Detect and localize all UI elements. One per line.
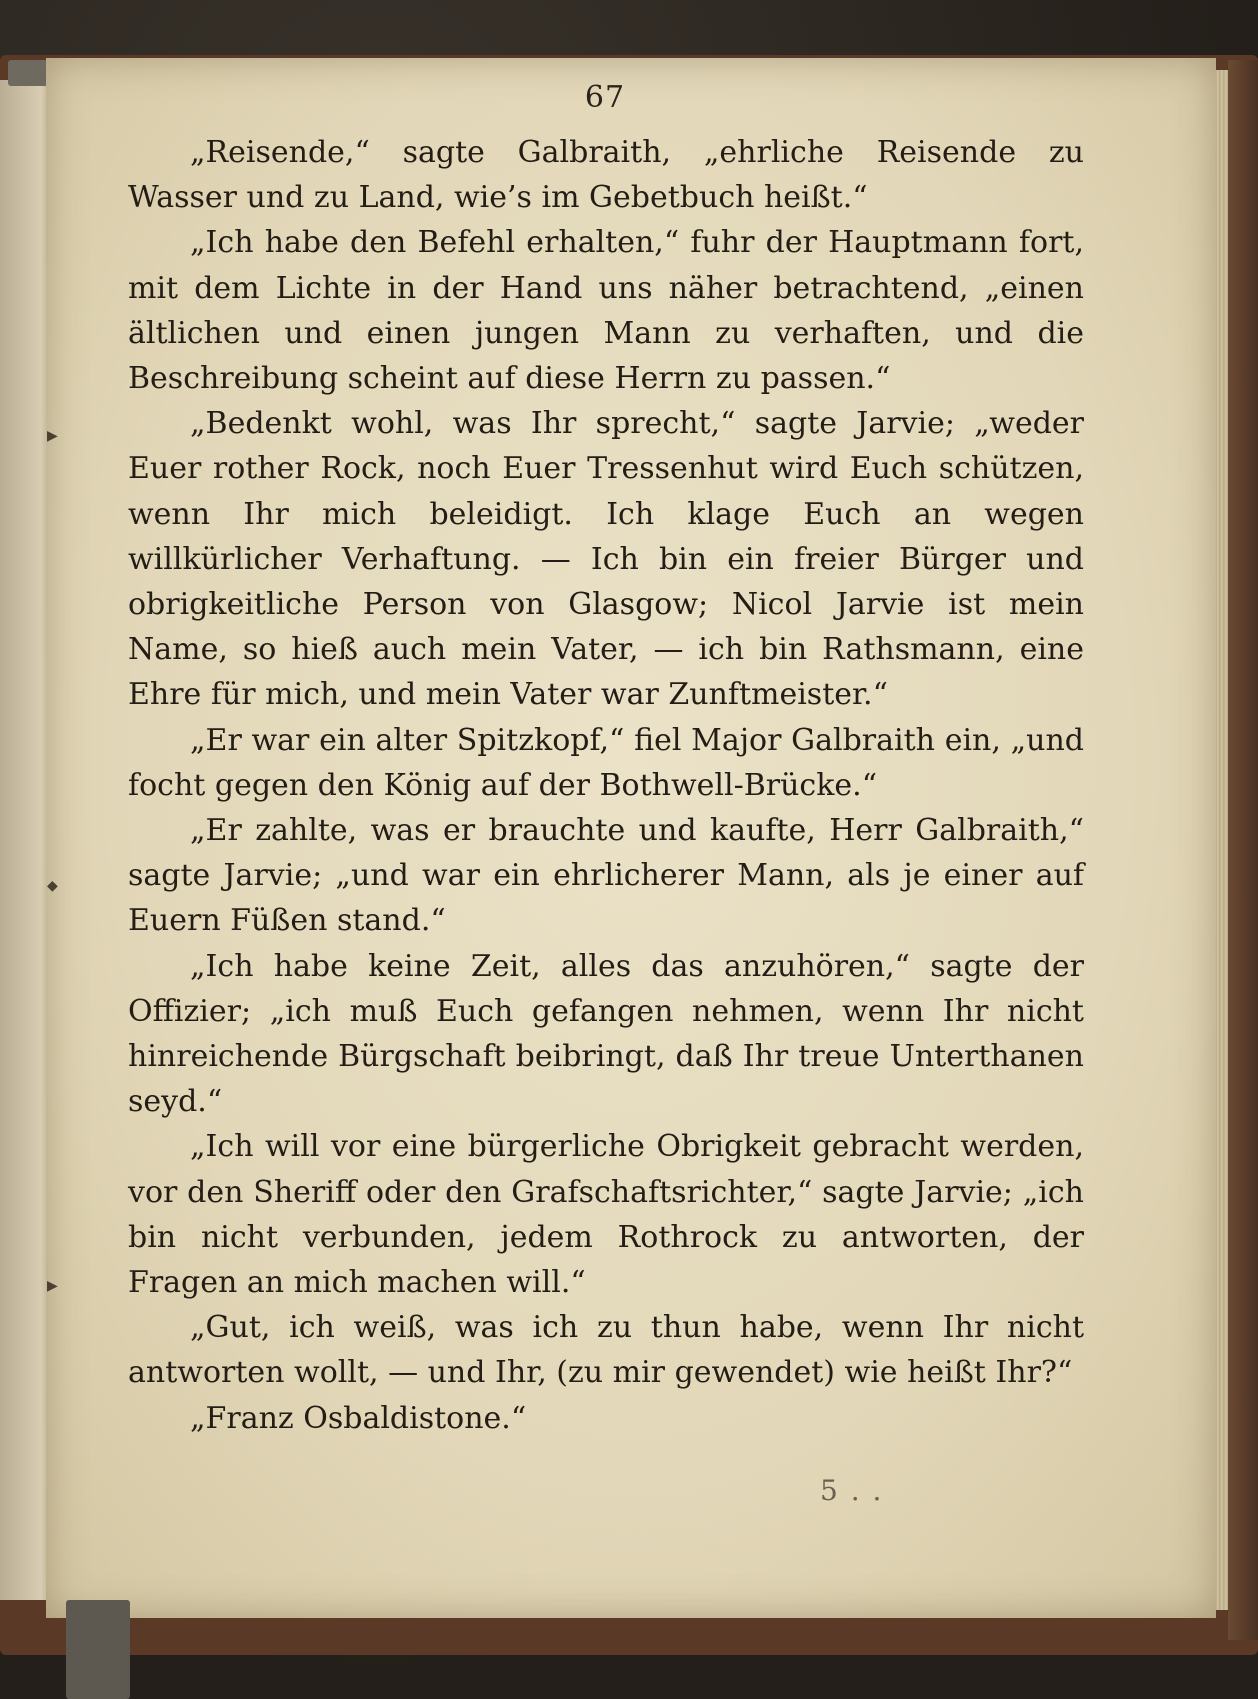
paragraph-7: „Ich will vor eine bürgerliche Obrigkeit gebracht werden, vor den Sheriff oder den Grafschaftsrichter,“ sagte Jarvie; „ich bin nicht verbunden, jedem Rothrock zu antworten, der Fragen an mich machen will.“ bbox=[128, 1129, 1084, 1301]
paragraph-5: „Er zahlte, was er brauchte und kaufte, Herr Galbraith,“ sagte Jarvie; „und war ein ehrlicherer Mann, als je einer auf Euern Füßen stand.“ bbox=[128, 813, 1084, 939]
paragraph-9: „Franz Osbaldistone.“ bbox=[190, 1400, 527, 1436]
margin-dot-icon: ◆ bbox=[47, 878, 58, 894]
paragraph-3: „Bedenkt wohl, was Ihr sprecht,“ sagte Jarvie; „weder Euer rother Rock, noch Euer Tressenhut wird Euch schützen, wenn Ihr mich beleidigt. Ich klage Euch an wegen willkürlicher Verhaftung. — Ich bin ein freier Bürger und obrigkeitliche Person von Glasgow; Nicol Jarvie ist mein Name, so hieß auch mein Vater, — ich bin Rathsmann, eine Ehre für mich, und mein Vater war Zunftmeister.“ bbox=[128, 406, 1084, 713]
paragraph-8: „Gut, ich weiß, was ich zu thun habe, wenn Ihr nicht antworten wollt, — und Ihr, (zu mir gewendet) wie heißt Ihr?“ bbox=[128, 1310, 1084, 1391]
page-text bbox=[128, 130, 1084, 1441]
margin-arrow-icon: ▶ bbox=[47, 428, 58, 444]
paragraph-6: „Ich habe keine Zeit, alles das anzuhören,“ sagte der Offizier; „ich muß Euch gefangen nehmen, wenn Ihr nicht hinreichende Bürgschaft beibringt, daß Ihr treue Unterthanen seyd.“ bbox=[128, 948, 1084, 1120]
margin-arrow-icon: ▶ bbox=[47, 1278, 58, 1294]
page-number: 67 bbox=[584, 80, 626, 115]
bookmark-ribbon-bottom bbox=[66, 1600, 130, 1699]
paragraph-2: „Ich habe den Befehl erhalten,“ fuhr der Hauptmann fort, mit dem Lichte in der Hand uns näher betrachtend, „einen ältlichen und einen jungen Mann zu verhaften, und die Beschreibung scheint auf diese Herrn zu passen.“ bbox=[128, 225, 1084, 397]
paragraph-1: „Reisende,“ sagte Galbraith, „ehrliche Reisende zu Wasser und zu Land, wie’s im Gebetbuch heißt.“ bbox=[128, 135, 1084, 216]
book-binding bbox=[1228, 60, 1258, 1640]
signature-mark: 5 . . bbox=[820, 1474, 884, 1507]
paragraph-4: „Er war ein alter Spitzkopf,“ fiel Major Galbraith ein, „und focht gegen den König auf der Bothwell-Brücke.“ bbox=[128, 722, 1084, 803]
